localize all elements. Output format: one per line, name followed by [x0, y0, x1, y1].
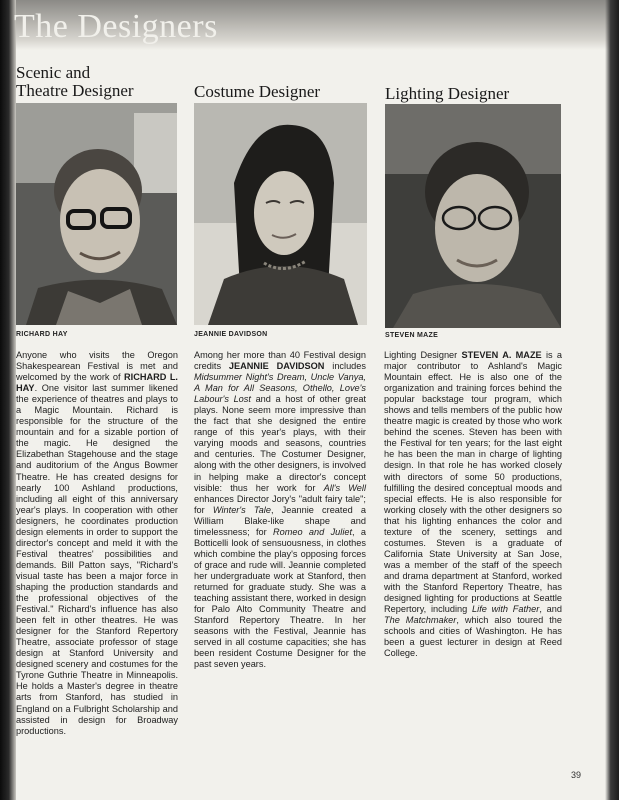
bio-text-run: , Jeannie created a William Blake-like shape and timelessness; for — [194, 504, 366, 537]
bio-text-run: RICHARD L. HAY — [16, 372, 178, 394]
scan-binding-edge — [0, 0, 16, 800]
lighting-designer-title: Lighting Designer — [385, 84, 510, 103]
bio-text-run: Life with Father — [472, 604, 540, 615]
richard-hay-photo — [16, 103, 177, 325]
bio-text-run: enhances Director Jory's "adult fairy tale"; for — [194, 493, 366, 515]
jeannie-davidson-photo — [194, 103, 367, 325]
scenic-designer-title-line1: Scenic and — [16, 63, 91, 82]
jeannie-davidson-bio — [194, 350, 366, 670]
costume-designer-title: Costume Designer — [194, 82, 321, 101]
richard-hay-caption: RICHARD HAY — [16, 331, 68, 338]
bio-text-run: includes — [324, 361, 366, 372]
bio-text-run: The Matchmaker — [384, 615, 457, 626]
steven-maze-caption: STEVEN MAZE — [385, 332, 439, 339]
scenic-designer-title-line2: Theatre Designer — [16, 81, 134, 100]
bio-text-run: Among her more than 40 Festival design credits — [194, 350, 366, 372]
steven-maze-bio — [384, 350, 562, 659]
bio-text-run: STEVEN A. MAZE — [461, 350, 542, 360]
bio-text-run: . One visitor last summer likened the experience of theatres and plays to a Magic Mountain. Richard is responsible for the structure of the mountain and for a sizable portion of the magic. He designed the Elizabethan Stagehouse and the stage and auditorium of the Angus Bowmer Theatre. He has created designs for nearly 100 Ashland productions, including all eight of this anniversary year's plays. In cooperation with other designers, he coordinates production design elements in order to support the director's concept and meld it with the Festival theatres' possibilities and demands. Bill Patton says, "Richard's visual taste has been a major force in shaping the production standards and the professional objectives of the Festival." Richard's influence has also been felt in other theatres. He was designer for the Stanford Repertory Theatre, associate professor of stage design at Stanford University and designed scenery and costumes for the Tyrone Guthrie Theatre in Minneapolis. He holds a Master's degree in theatre arts from Stanford, has studied in England on a Fulbright Scholarship and assisted in design for Broadway productions. — [16, 383, 178, 736]
bio-text-run: Anyone who visits the Oregon Shakespearean Festival is met and welcomed by the work of — [16, 350, 178, 383]
bio-text-run: JEANNIE DAVIDSON — [228, 361, 325, 372]
bio-text-run: , which also toured the schools and cities of Washington. He has been a guest lecturer in design at Reed College. — [384, 615, 562, 659]
bio-text-run: and a host of other great plays. None seem more impressive than the fact that she designed the entire range of this year's plays, with their varying moods and seasons, countries and centuries. The Costumer Designer, along with the other designers, is involved in helping make a director's concept visible: thus her work for — [194, 394, 367, 493]
bio-text-run: Winter's Tale — [212, 504, 271, 515]
page-number: 39 — [570, 770, 581, 780]
bio-text-run: is a major contributor to Ashland's Magic Mountain effect. He is also one of the organization and training forces behind the popular backstage tour program, which shows and tells members of the public how theatre magic is created by those who work behind the scenes. Steven has been with the Festival for ten years; for the last eight he has been the man in charge of lighting design. In that role he has worked closely with directors of some 50 productions, fulfilling the desired conceptual moods and special effects. He is also responsible for working closely with the other designers so that his lighting enhances the color and texture of the scenery, settings and costumes. Steven is a graduate of California State University at San Jose, was a member of the staff of the speech and drama department at Stanford, worked with the Stanford Repertory Theatre, has designed lighting for productions at Seattle Repertory, including — [384, 350, 562, 615]
jeannie-davidson-caption: JEANNIE DAVIDSON — [194, 331, 268, 338]
bio-text-run: , and — [539, 604, 562, 615]
scenic-designer-title — [16, 64, 186, 100]
jeannie-davidson-portrait — [194, 103, 367, 325]
bio-text-run: Romeo and Juliet — [273, 526, 353, 537]
bio-text-run: Midsummer Night's Dream, Uncle Vanya, A Man for All Seasons, Othello, Love's Labour's Lost — [194, 372, 366, 405]
page-title: The Designers — [14, 8, 218, 45]
bio-text-run: All's Well — [323, 482, 366, 493]
scan-right-edge — [605, 0, 619, 800]
steven-maze-photo — [385, 104, 561, 328]
steven-maze-portrait — [385, 104, 561, 328]
bio-text-run: , a Botticelli look of sensuousness, in clothes which combine the play's opposing forces of grace and rude will. Jeannie completed her undergraduate work at Stanford, then returned for graduate study. She was a teaching assistant there, worked in design for Palo Alto Community Theatre and Stanford Repertory Theatre. In her seasons with the Festival, Jeannie has served in all costume capacities; she has been resident Costume Designer for the past seven years. — [194, 526, 367, 670]
richard-hay-portrait — [16, 103, 177, 325]
bio-text-run: Lighting Designer — [384, 350, 462, 360]
richard-hay-bio — [16, 350, 178, 737]
